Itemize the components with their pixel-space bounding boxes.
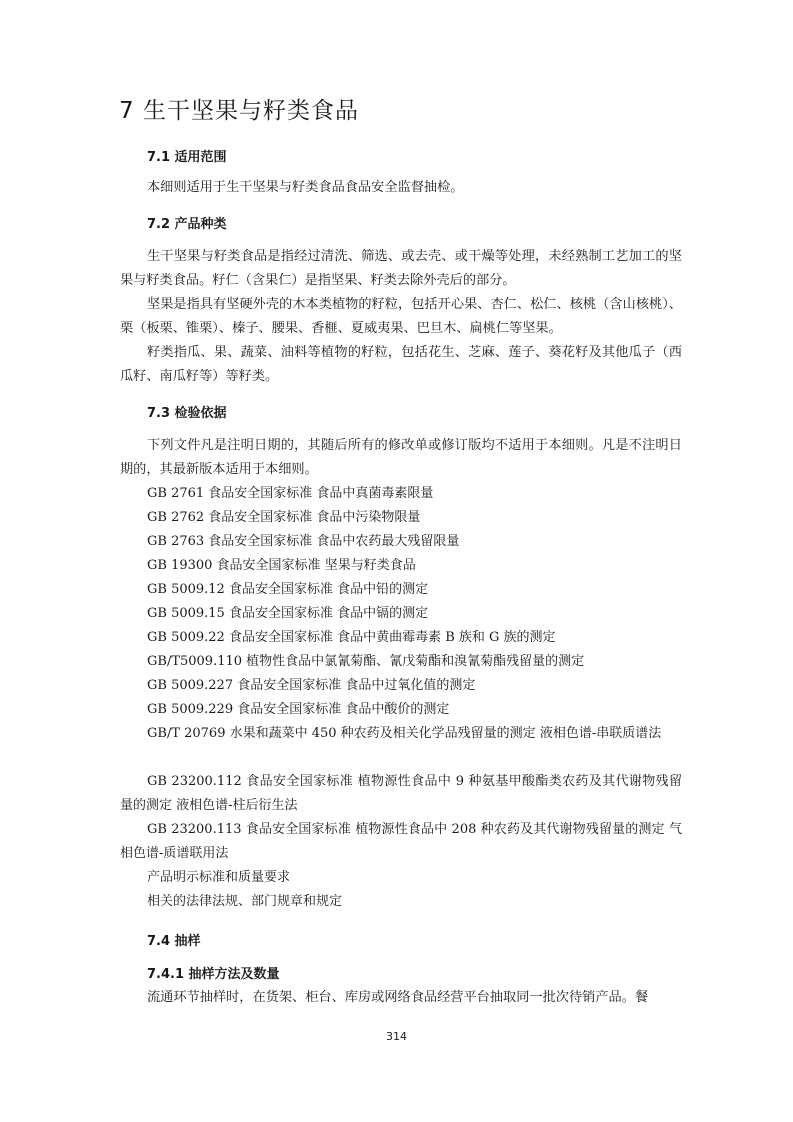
section-heading-7-4-1: 7.4.1 抽样方法及数量 [147,967,280,982]
reference-item: GB 2762 食品安全国家标准 食品中污染物限量 [147,510,421,525]
section-heading-7-2: 7.2 产品种类 [147,217,227,232]
section-7-2-paragraph-2: 坚果是指具有坚硬外壳的木本类植物的籽粒，包括开心果、杏仁、松仁、核桃（含山核桃）、栗（板栗、锥栗）、榛子、腰果、香榧、夏威夷果、巴旦木、扁桃仁等坚果。 [120,297,682,336]
reference-item: GB/T5009.110 植物性食品中氯氰菊酯、氰戊菊酯和溴氰菊酯残留量的测定 [147,654,585,669]
chapter-title: 7 生干坚果与籽类食品 [119,98,359,124]
reference-item: GB 5009.229 食品安全国家标准 食品中酸价的测定 [147,702,450,717]
section-7-1-text: 本细则适用于生干坚果与籽类食品食品安全监督抽检。 [147,180,464,195]
section-7-2-paragraph-3: 籽类指瓜、果、蔬菜、油料等植物的籽粒，包括花生、芝麻、莲子、葵花籽及其他瓜子（西瓜籽、南瓜籽等）等籽类。 [120,345,682,384]
reference-item: GB 5009.22 食品安全国家标准 食品中黄曲霉毒素 B 族和 G 族的测定 [147,630,556,645]
page-number: 314 [386,1030,407,1043]
section-7-3-intro: 下列文件凡是注明日期的，其随后所有的修改单或修订版均不适用于本细则。凡是不注明日期的，其最新版本适用于本细则。 [120,438,682,477]
reference-item: GB 5009.227 食品安全国家标准 食品中过氧化值的测定 [147,678,476,693]
reference-item: 相关的法律法规、部门规章和规定 [147,894,343,909]
reference-item: GB 5009.12 食品安全国家标准 食品中铅的测定 [147,582,429,597]
reference-item: GB 2763 食品安全国家标准 食品中农药最大残留限量 [147,534,460,549]
section-7-4-1-text: 流通环节抽样时，在货架、柜台、库房或网络食品经营平台抽取同一批次待销产品。餐 [147,990,649,1005]
section-heading-7-4: 7.4 抽样 [147,934,201,949]
reference-item-long: GB 23200.113 食品安全国家标准 植物源性食品中 208 种农药及其代谢物残留量的测定 气相色谱-质谱联用法 [120,822,682,861]
reference-item: GB 2761 食品安全国家标准 食品中真菌毒素限量 [147,486,434,501]
section-7-2-paragraph-1: 生干坚果与籽类食品是指经过清洗、筛选、或去壳、或干燥等处理，未经熟制工艺加工的坚果与籽类食品。籽仁（含果仁）是指坚果、籽类去除外壳后的部分。 [120,249,682,288]
section-heading-7-1: 7.1 适用范围 [147,150,227,165]
reference-item-long: GB 23200.112 食品安全国家标准 植物源性食品中 9 种氨基甲酸酯类农药及其代谢物残留量的测定 液相色谱-柱后衍生法 [120,774,682,813]
reference-item: 产品明示标准和质量要求 [147,870,291,885]
reference-item: GB 19300 食品安全国家标准 坚果与籽类食品 [147,558,416,573]
section-heading-7-3: 7.3 检验依据 [147,406,227,421]
reference-item-long: GB/T 20769 水果和蔬菜中 450 种农药及相关化学品残留量的测定 液相色谱-串联质谱法 [147,726,662,741]
reference-item: GB 5009.15 食品安全国家标准 食品中镉的测定 [147,606,429,621]
